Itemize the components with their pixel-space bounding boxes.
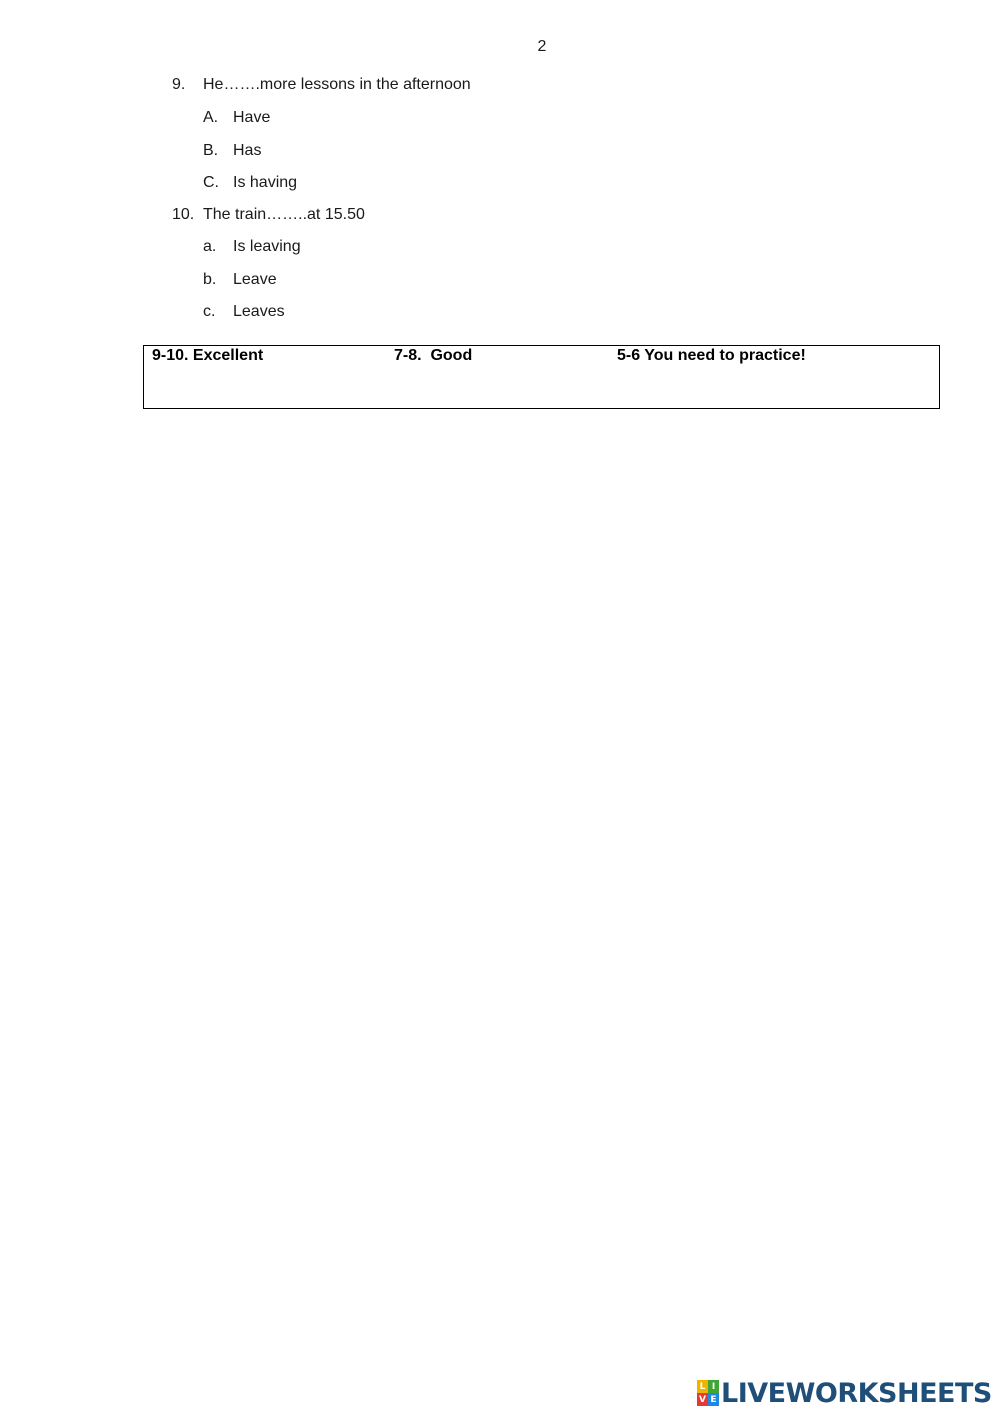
logo-letter-i: I bbox=[708, 1380, 719, 1393]
option-text: Have bbox=[233, 109, 271, 126]
question-text: The train……..at 15.50 bbox=[203, 206, 365, 223]
option-letter: c. bbox=[203, 303, 216, 320]
option-letter: B. bbox=[203, 142, 219, 159]
score-good: 7-8. Good bbox=[394, 347, 473, 364]
logo-letter-v: V bbox=[697, 1393, 708, 1406]
option-10b bbox=[203, 271, 277, 289]
logo-letter-l: L bbox=[697, 1380, 708, 1393]
option-letter: b. bbox=[203, 271, 217, 288]
option-text: Has bbox=[233, 142, 262, 159]
logo-letter-e: E bbox=[708, 1393, 719, 1406]
question-10 bbox=[172, 206, 365, 224]
score-practice: 5-6 You need to practice! bbox=[617, 347, 806, 364]
option-letter: a. bbox=[203, 238, 217, 255]
question-number: 9. bbox=[172, 76, 186, 93]
logo-icon bbox=[697, 1380, 719, 1406]
score-excellent: 9-10. Excellent bbox=[152, 347, 264, 364]
option-letter: A. bbox=[203, 109, 219, 126]
option-9c bbox=[203, 174, 297, 192]
option-text: Is leaving bbox=[233, 238, 301, 255]
option-letter: C. bbox=[203, 174, 219, 191]
option-text: Is having bbox=[233, 174, 298, 191]
score-box bbox=[143, 345, 940, 409]
option-text: Leaves bbox=[233, 303, 285, 320]
question-number: 10. bbox=[172, 206, 195, 223]
question-9 bbox=[172, 76, 471, 94]
liveworksheets-logo bbox=[697, 1377, 992, 1409]
logo-text: LIVEWORKSHEETS bbox=[721, 1377, 992, 1409]
option-10c bbox=[203, 303, 285, 321]
page-number: 2 bbox=[537, 38, 547, 55]
option-9a bbox=[203, 109, 270, 127]
option-10a bbox=[203, 238, 301, 256]
question-text: He…….more lessons in the afternoon bbox=[203, 76, 471, 93]
option-text: Leave bbox=[233, 271, 277, 288]
option-9b bbox=[203, 142, 261, 160]
